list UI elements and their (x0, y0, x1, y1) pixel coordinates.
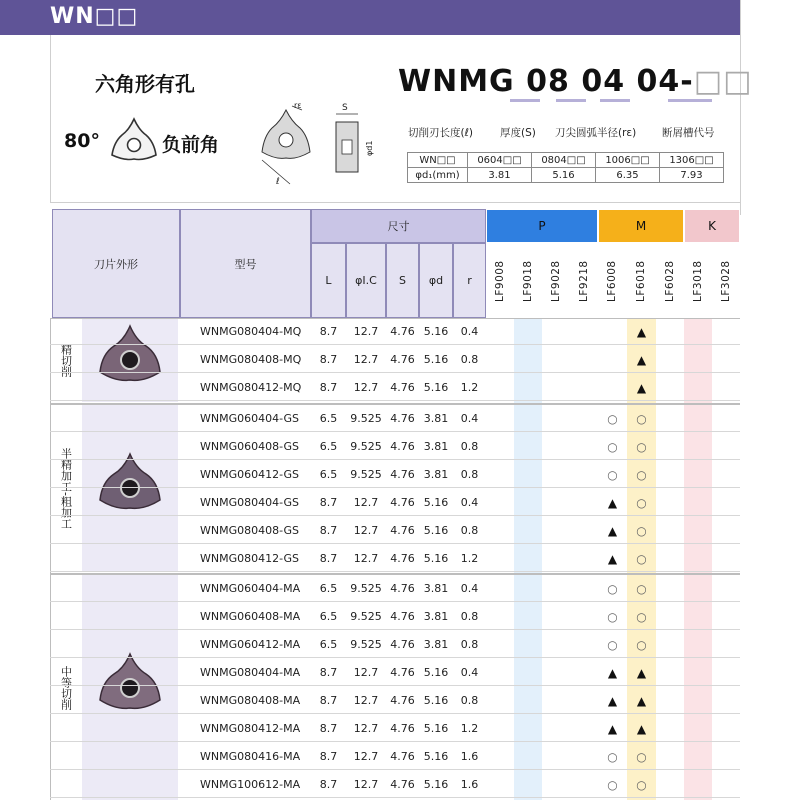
row-d: 5.16 (423, 666, 449, 679)
grade-mark-lf6018: ▲ (636, 721, 647, 736)
row-model: WNMG100612-MA (200, 778, 301, 791)
legend-radius: 刀尖圆弧半径(rε) (555, 127, 637, 139)
row-ic: 12.7 (353, 778, 379, 791)
row-r: 1.6 (460, 750, 479, 763)
row-l: 8.7 (319, 524, 338, 537)
row-ic: 12.7 (353, 666, 379, 679)
table-row (50, 374, 740, 401)
row-model: WNMG080408-GS (200, 524, 299, 537)
size-label-code: WN□□ (408, 153, 468, 168)
row-r: 0.4 (460, 412, 479, 425)
row-r: 0.8 (460, 524, 479, 537)
model-part-breaker: □□ (693, 64, 753, 99)
grade-mark-lf6018: ○ (636, 523, 647, 538)
row-ic: 9.525 (350, 610, 382, 623)
table-row (50, 489, 740, 516)
row-model: WNMG080408-MA (200, 694, 301, 707)
grade-mark-lf6018: ○ (636, 581, 647, 596)
row-d: 5.16 (423, 381, 449, 394)
section-label-mq: 精切削 (59, 343, 73, 377)
row-s: 4.76 (390, 582, 415, 595)
row-r: 0.8 (460, 468, 479, 481)
row-model: WNMG080412-GS (200, 552, 299, 565)
group-M: M (598, 209, 684, 243)
row-d: 5.16 (423, 778, 449, 791)
row-model: WNMG080408-MQ (200, 353, 302, 366)
grade-mark-lf6008: ○ (607, 411, 618, 426)
row-s: 4.76 (390, 552, 415, 565)
angle-label: 80° (64, 130, 100, 152)
grade-LF9218: LF9218 (578, 260, 590, 302)
group-K: K (684, 209, 740, 243)
table-row (50, 318, 740, 345)
row-model: WNMG080412-MA (200, 722, 301, 735)
section-label-gs: 半精加工-粗加工 (59, 448, 73, 529)
row-d: 3.81 (423, 638, 449, 651)
row-r: 0.8 (460, 694, 479, 707)
table-row (50, 346, 740, 373)
table-row (50, 743, 740, 770)
row-d: 3.81 (423, 412, 449, 425)
row-s: 4.76 (390, 325, 415, 338)
row-model: WNMG060404-GS (200, 412, 299, 425)
row-model: WNMG080404-GS (200, 496, 299, 509)
row-l: 6.5 (319, 582, 338, 595)
grade-mark-lf6008: ○ (607, 749, 618, 764)
model-part-length: 08 (526, 64, 570, 99)
row-s: 4.76 (390, 353, 415, 366)
table-row (50, 405, 740, 432)
row-d: 3.81 (423, 582, 449, 595)
header-col-L: L (311, 243, 346, 318)
table-row (50, 687, 740, 714)
header-col-r: r (453, 243, 486, 318)
grade-mark-lf6008: ▲ (607, 551, 618, 566)
frame-right-line (740, 0, 741, 215)
size-code-0804: 0804□□ (532, 153, 596, 168)
row-s: 4.76 (390, 468, 415, 481)
row-l: 8.7 (319, 778, 338, 791)
table-row (50, 659, 740, 686)
grade-mark-lf6008: ○ (607, 467, 618, 482)
size-code-1306: 1306□□ (660, 153, 724, 168)
row-d: 3.81 (423, 610, 449, 623)
grade-mark-lf6008: ○ (607, 439, 618, 454)
row-r: 0.4 (460, 325, 479, 338)
table-row (50, 631, 740, 658)
row-r: 0.4 (460, 496, 479, 509)
table-row (50, 771, 740, 798)
row-d: 3.81 (423, 440, 449, 453)
grade-mark-lf6008: ○ (607, 609, 618, 624)
row-ic: 9.525 (350, 412, 382, 425)
row-ic: 12.7 (353, 524, 379, 537)
row-d: 5.16 (423, 722, 449, 735)
table-row (50, 603, 740, 630)
grade-mark-lf6018: ▲ (636, 324, 647, 339)
grade-mark-lf6018: ▲ (636, 693, 647, 708)
row-s: 4.76 (390, 638, 415, 651)
grade-LF6028: LF6028 (664, 260, 676, 302)
row-l: 8.7 (319, 722, 338, 735)
size-value-0804: 5.16 (532, 168, 596, 183)
row-d: 3.81 (423, 468, 449, 481)
grade-LF3018: LF3018 (692, 260, 704, 302)
grade-mark-lf6008: ▲ (607, 721, 618, 736)
grade-LF9018: LF9018 (522, 260, 534, 302)
row-l: 6.5 (319, 638, 338, 651)
grade-mark-lf6008: ▲ (607, 693, 618, 708)
header-col-d: φd (419, 243, 453, 318)
table-row (50, 715, 740, 742)
section-label-ma: 中等切削 (59, 665, 73, 710)
row-d: 5.16 (423, 353, 449, 366)
header-col-IC: φI.C (346, 243, 386, 318)
row-s: 4.76 (390, 412, 415, 425)
row-l: 8.7 (319, 750, 338, 763)
dim-d-label: φd1 (365, 140, 374, 156)
row-model: WNMG060412-MA (200, 638, 301, 651)
header-model: 型号 (180, 209, 311, 318)
table-row (50, 575, 740, 602)
grade-mark-lf6018: ○ (636, 777, 647, 792)
grade-mark-lf6008: ▲ (607, 665, 618, 680)
row-d: 5.16 (423, 496, 449, 509)
header-title: WN□□ (50, 4, 139, 29)
row-ic: 12.7 (353, 552, 379, 565)
row-model: WNMG060408-GS (200, 440, 299, 453)
grade-LF9008: LF9008 (494, 260, 506, 302)
grade-mark-lf6018: ○ (636, 749, 647, 764)
size-table (407, 152, 724, 183)
grade-mark-lf6018: ▲ (636, 380, 647, 395)
row-s: 4.76 (390, 750, 415, 763)
insert-top-view-diagram (250, 100, 322, 192)
size-value-1306: 7.93 (660, 168, 724, 183)
size-value-1006: 6.35 (596, 168, 660, 183)
underline-length (510, 99, 540, 102)
underline-breaker (668, 99, 712, 102)
row-model: WNMG060404-MA (200, 582, 301, 595)
size-value-0604: 3.81 (468, 168, 532, 183)
grade-mark-lf6008: ○ (607, 581, 618, 596)
header-col-S: S (386, 243, 419, 318)
row-ic: 9.525 (350, 468, 382, 481)
row-ic: 12.7 (353, 750, 379, 763)
group-P: P (486, 209, 598, 243)
row-d: 5.16 (423, 750, 449, 763)
row-model: WNMG060408-MA (200, 610, 301, 623)
row-model: WNMG080416-MA (200, 750, 301, 763)
row-s: 4.76 (390, 694, 415, 707)
row-r: 1.6 (460, 778, 479, 791)
header-size: 尺寸 (311, 209, 486, 243)
size-code-0604: 0604□□ (468, 153, 532, 168)
grade-mark-lf6008: ▲ (607, 495, 618, 510)
row-model: WNMG060412-GS (200, 468, 299, 481)
grade-mark-lf6008: ○ (607, 637, 618, 652)
grade-mark-lf6018: ○ (636, 495, 647, 510)
row-r: 1.2 (460, 722, 479, 735)
row-d: 5.16 (423, 552, 449, 565)
grade-LF6018: LF6018 (635, 260, 647, 302)
trigon-insert-icon (108, 115, 160, 167)
dim-re-label: rε (294, 101, 302, 110)
row-l: 6.5 (319, 440, 338, 453)
row-s: 4.76 (390, 610, 415, 623)
grade-mark-lf6018: ○ (636, 609, 647, 624)
row-model: WNMG080412-MQ (200, 381, 302, 394)
row-d: 5.16 (423, 325, 449, 338)
table-row (50, 433, 740, 460)
header-shape: 刀片外形 (52, 209, 180, 318)
row-l: 8.7 (319, 666, 338, 679)
row-ic: 9.525 (350, 638, 382, 651)
row-l: 8.7 (319, 694, 338, 707)
row-r: 0.4 (460, 582, 479, 595)
model-code (398, 64, 752, 99)
row-ic: 12.7 (353, 496, 379, 509)
row-ic: 12.7 (353, 381, 379, 394)
row-model: WNMG080404-MQ (200, 325, 302, 338)
row-s: 4.76 (390, 722, 415, 735)
legend-length: 切削刃长度(ℓ) (408, 127, 474, 139)
grade-mark-lf6018: ○ (636, 467, 647, 482)
row-s: 4.76 (390, 666, 415, 679)
row-s: 4.76 (390, 440, 415, 453)
row-r: 1.2 (460, 552, 479, 565)
table-row (50, 461, 740, 488)
grade-mark-lf6018: ○ (636, 411, 647, 426)
row-ic: 12.7 (353, 694, 379, 707)
row-l: 6.5 (319, 412, 338, 425)
size-code-1006: 1006□□ (596, 153, 660, 168)
table-row (50, 545, 740, 572)
grade-LF9028: LF9028 (550, 260, 562, 302)
row-model: WNMG080404-MA (200, 666, 301, 679)
grade-mark-lf6008: ○ (607, 777, 618, 792)
row-r: 0.4 (460, 666, 479, 679)
model-part-radius: 04- (636, 64, 694, 99)
row-s: 4.76 (390, 778, 415, 791)
header-bar (0, 0, 740, 35)
row-r: 0.8 (460, 610, 479, 623)
grade-LF6008: LF6008 (606, 260, 618, 302)
grade-mark-lf6008: ▲ (607, 523, 618, 538)
rake-label: 负前角 (162, 134, 220, 156)
row-r: 0.8 (460, 440, 479, 453)
grade-mark-lf6018: ▲ (636, 352, 647, 367)
model-part-prefix: WNMG (398, 64, 515, 99)
grade-mark-lf6018: ▲ (636, 665, 647, 680)
insert-side-view-diagram (328, 100, 378, 180)
row-ic: 12.7 (353, 722, 379, 735)
dim-l-label: ℓ (276, 177, 280, 187)
grade-mark-lf6018: ○ (636, 551, 647, 566)
row-ic: 12.7 (353, 325, 379, 338)
row-l: 8.7 (319, 381, 338, 394)
underline-thickness (556, 99, 586, 102)
dim-s-label: S (342, 103, 348, 113)
underline-radius (600, 99, 630, 102)
row-s: 4.76 (390, 496, 415, 509)
row-r: 1.2 (460, 381, 479, 394)
grade-mark-lf6018: ○ (636, 637, 647, 652)
row-l: 6.5 (319, 610, 338, 623)
row-d: 5.16 (423, 694, 449, 707)
row-ic: 9.525 (350, 440, 382, 453)
row-l: 8.7 (319, 325, 338, 338)
row-s: 4.76 (390, 524, 415, 537)
row-ic: 9.525 (350, 582, 382, 595)
row-d: 5.16 (423, 524, 449, 537)
shape-name: 六角形有孔 (95, 72, 195, 96)
row-l: 6.5 (319, 468, 338, 481)
row-s: 4.76 (390, 381, 415, 394)
legend-breaker: 断屑槽代号 (662, 127, 715, 139)
row-l: 8.7 (319, 552, 338, 565)
model-part-thickness: 04 (581, 64, 626, 99)
table-row (50, 517, 740, 544)
grade-LF3028: LF3028 (720, 260, 732, 302)
legend-thickness: 厚度(S) (500, 127, 536, 139)
row-r: 0.8 (460, 638, 479, 651)
row-r: 0.8 (460, 353, 479, 366)
row-l: 8.7 (319, 353, 338, 366)
grade-mark-lf6018: ○ (636, 439, 647, 454)
size-label-d1: φd₁(mm) (408, 168, 468, 183)
row-ic: 12.7 (353, 353, 379, 366)
row-l: 8.7 (319, 496, 338, 509)
